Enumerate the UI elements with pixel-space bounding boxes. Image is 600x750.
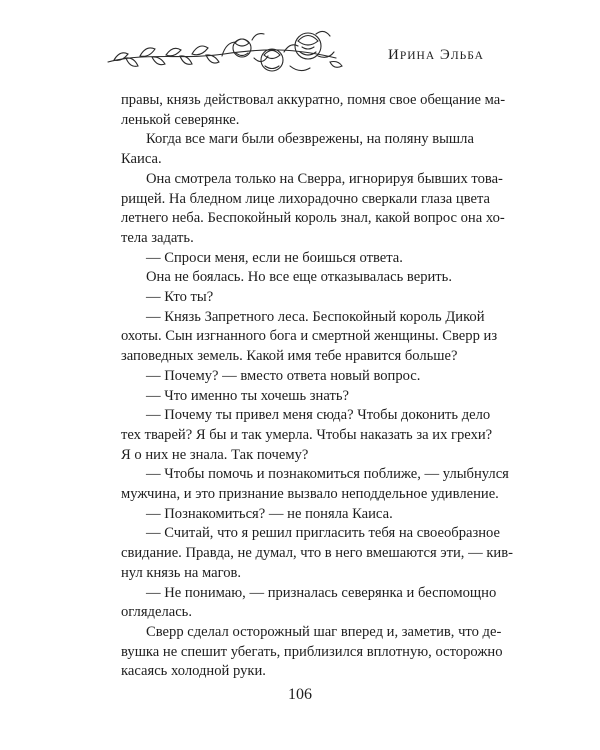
- paragraph: [121, 367, 473, 387]
- paragraph: [121, 465, 509, 504]
- paragraph: [121, 288, 473, 308]
- text-line: — Что именно ты хочешь знать?: [146, 387, 349, 404]
- text-line: свидание. Правда, не думал, что в него вмешаются эти, — кив-: [121, 545, 513, 562]
- paragraph: [121, 524, 513, 583]
- floral-ornament-icon: [104, 22, 354, 84]
- text-line: Каиса.: [121, 151, 162, 168]
- text-line: — Князь Запретного леса. Беспокойный король Дикой: [146, 308, 485, 325]
- text-line: — Не понимаю, — призналась северянка и беспомощно: [146, 584, 497, 601]
- text-line: тела задать.: [121, 229, 194, 246]
- page-number: 106: [288, 686, 312, 703]
- paragraph: [121, 130, 473, 169]
- paragraph: [121, 170, 505, 249]
- text-line: вушка не спешит убегать, приблизился вплотную, осторожно: [121, 643, 503, 660]
- text-line: правы, князь действовал аккуратно, помня свое обещание ма-: [121, 92, 506, 108]
- text-line: — Почему? — вместо ответа новый вопрос.: [146, 367, 421, 384]
- text-line: Когда все маги были обезврежены, на поляну вышла: [146, 131, 474, 148]
- text-line: нул князь на магов.: [121, 564, 242, 581]
- text-line: Сверр сделал осторожный шаг вперед и, заметив, что де-: [146, 623, 502, 640]
- paragraph: [121, 268, 473, 288]
- text-line: касаясь холодной руки.: [121, 663, 266, 680]
- text-line: — Почему ты привел меня сюда? Чтобы доконить дело: [146, 407, 491, 424]
- paragraph: [121, 584, 497, 623]
- paragraph: [121, 623, 503, 682]
- text-line: — Считай, что я решил пригласить тебя на своеобразное: [146, 525, 501, 542]
- paragraph: [121, 387, 473, 407]
- text-line: ленькой северянке.: [121, 111, 240, 128]
- text-line: огляделась.: [121, 604, 192, 621]
- text-line: заповедных земель. Какой имя тебе нравится больше?: [121, 348, 458, 365]
- text-line: летнего неба. Беспокойный король знал, какой вопрос она хо-: [121, 210, 505, 227]
- paragraph: [121, 249, 473, 269]
- text-line: Я о них не знала. Так почему?: [121, 446, 309, 463]
- text-line: — Чтобы помочь и познакомиться поближе, — улыбнулся: [146, 466, 509, 483]
- paragraph: [121, 91, 506, 130]
- paragraph: [121, 505, 473, 525]
- paragraph: [121, 308, 498, 367]
- text-line: рищей. На бледном лице лихорадочно сверкали глаза цвета: [121, 190, 491, 207]
- text-line: мужчина, и это признание вызвало неподдельное удивление.: [121, 486, 499, 503]
- text-line: охоты. Сын изгнанного бога и смертной женщины. Сверр из: [121, 328, 498, 345]
- text-line: — Познакомиться? — не поняла Каиса.: [146, 505, 393, 522]
- text-line: Она смотрела только на Сверра, игнорируя бывших това-: [146, 170, 503, 187]
- running-head-author: ИРИНА ЭЛЬБА: [388, 47, 484, 63]
- text-line: — Спроси меня, если не боишься ответа.: [146, 249, 403, 266]
- text-line: тех тварей? Я бы и так умерла. Чтобы наказать за их грехи?: [121, 426, 493, 443]
- paragraph: [121, 406, 493, 465]
- text-line: Она не боялась. Но все еще отказывалась верить.: [146, 269, 452, 286]
- text-line: — Кто ты?: [146, 289, 214, 306]
- body-text: [121, 91, 513, 682]
